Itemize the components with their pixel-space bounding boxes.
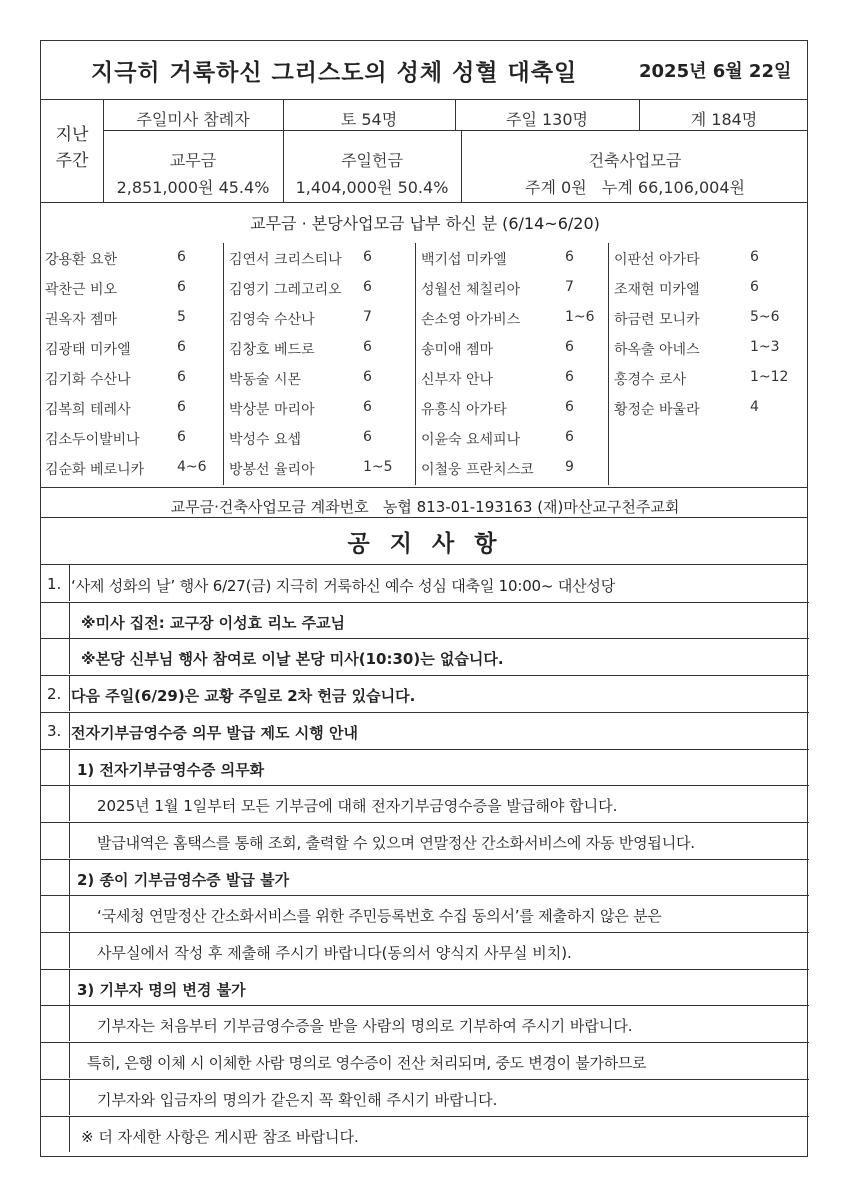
- donor-months: 5~6: [750, 309, 780, 325]
- donor-name: 김순화 베로니카: [45, 462, 145, 478]
- notice-item: [41, 638, 809, 674]
- donors-title: 교무금 · 본당사업모금 납부 하신 분 (6/14~6/20): [250, 214, 600, 233]
- divider: [41, 895, 809, 896]
- sunday-offering-label: 주일헌금: [341, 151, 403, 170]
- divider: [41, 1079, 809, 1080]
- notice-text: 1) 전자기부금영수증 의무화: [77, 760, 265, 779]
- donor-name: 송미애 젬마: [421, 342, 494, 358]
- donor-months: 6: [177, 399, 186, 415]
- notice-item: [41, 675, 809, 711]
- donor-name: 김연서 크리스티나: [229, 252, 342, 268]
- notice-item: [41, 969, 809, 1005]
- donor-months: 6: [565, 399, 574, 415]
- notice-text: 발급내역은 홈택스를 통해 조회, 출력할 수 있으며 연말정산 간소화서비스에 자동 반영됩니다.: [97, 833, 695, 852]
- divider: [69, 895, 70, 931]
- divider: [41, 487, 807, 488]
- divider: [608, 243, 609, 485]
- notice-item: [41, 1005, 809, 1041]
- donor-months: 6: [177, 249, 186, 265]
- notice-text: 전자기부금영수증 의무 발급 제도 시행 안내: [71, 723, 358, 742]
- divider: [41, 1116, 809, 1117]
- attendance-sunday: 주일 130명: [506, 110, 588, 129]
- notice-item: [41, 712, 809, 748]
- divider: [41, 638, 809, 639]
- notice-text: 사무실에서 작성 후 제출해 주시기 바랍니다(동의서 양식지 사무실 비치).: [97, 944, 572, 962]
- divider: [69, 785, 70, 821]
- divider: [103, 130, 807, 131]
- donor-name: 홍경수 로사: [614, 372, 687, 388]
- donor-name: 김기화 수산나: [45, 372, 131, 388]
- notice-text: ‘국세청 연말정산 간소화서비스를 위한 주민등록번호 수집 동의서’를 제출하지 않은 분은: [97, 907, 662, 926]
- notice-text: 특히, 은행 이체 시 이체한 사람 명의로 영수증이 전산 처리되며, 중도 변경이 불가하므로: [87, 1054, 647, 1073]
- divider: [223, 243, 224, 485]
- donor-name: 성월선 체칠리아: [421, 282, 521, 298]
- donor-name: 박동술 시몬: [229, 372, 302, 388]
- donor-months: 6: [177, 339, 186, 355]
- notice-item: [41, 895, 809, 931]
- divider: [69, 1005, 70, 1041]
- divider: [69, 638, 70, 674]
- donor-name: 권옥자 젬마: [45, 312, 118, 328]
- donor-months: 6: [750, 279, 759, 295]
- notice-text: 기부자는 처음부터 기부금영수증을 받을 사람의 명의로 기부하여 주시기 바랍니다.: [97, 1017, 633, 1036]
- notice-text: 3) 기부자 명의 변경 불가: [77, 980, 246, 999]
- donor-name: 김복희 테레사: [45, 402, 131, 418]
- donor-months: 6: [177, 279, 186, 295]
- divider: [41, 969, 809, 970]
- donor-months: 1~6: [565, 309, 595, 325]
- donor-months: 4~6: [177, 459, 207, 475]
- bulletin-frame: [40, 40, 808, 1157]
- divider: [41, 859, 809, 860]
- donor-name: 하금련 모니카: [614, 312, 700, 328]
- donor-months: 6: [565, 249, 574, 265]
- donor-months: 6: [363, 369, 372, 385]
- divider: [69, 1079, 70, 1115]
- diocese-fee-label: 교무금: [169, 151, 217, 170]
- donor-months: 7: [363, 309, 372, 325]
- donor-name: 김소두이발비나: [45, 432, 140, 448]
- donor-name: 김영기 그레고리오: [229, 282, 342, 298]
- donor-name: 조재현 미카엘: [614, 282, 700, 298]
- donor-name: 이철웅 프란치스코: [421, 462, 534, 478]
- title-date: 2025년 6월 22일: [639, 61, 792, 82]
- notice-text: ‘사제 성화의 날’ 행사 6/27(금) 지극히 거룩하신 예수 성심 대축일 10:00~ 대산성당: [71, 577, 616, 595]
- donor-months: 6: [177, 369, 186, 385]
- donor-name: 이윤숙 요세피나: [421, 432, 521, 448]
- donor-months: 6: [363, 249, 372, 265]
- divider: [41, 1005, 809, 1006]
- donor-months: 7: [565, 279, 574, 295]
- divider: [41, 712, 809, 713]
- donor-name: 박상분 마리아: [229, 402, 315, 418]
- notice-item: [41, 1042, 809, 1078]
- donor-months: 6: [363, 399, 372, 415]
- divider: [69, 749, 70, 785]
- attendance-label: 주일미사 참례자: [136, 110, 250, 129]
- notice-item: [41, 1079, 809, 1115]
- divider: [69, 969, 70, 1005]
- last-week-label: 지난 주간: [55, 125, 89, 171]
- notice-heading: 공 지 사 항: [347, 531, 503, 557]
- notice-text: ※ 더 자세한 사항은 게시판 참조 바랍니다.: [81, 1127, 359, 1146]
- divider: [69, 712, 70, 748]
- divider: [41, 749, 809, 750]
- notice-number: 2.: [47, 685, 62, 704]
- divider: [41, 517, 807, 518]
- notice-item: [41, 859, 809, 895]
- notice-text: ※본당 신부님 행사 참여로 이날 본당 미사(10:30)는 없습니다.: [81, 650, 504, 669]
- donor-name: 손소영 아가비스: [421, 312, 521, 328]
- donor-name: 황정순 바울라: [614, 402, 700, 418]
- title-bar: [41, 41, 809, 99]
- donor-months: 6: [363, 429, 372, 445]
- divider: [41, 602, 809, 603]
- divider: [69, 602, 70, 638]
- divider: [41, 675, 809, 676]
- divider: [41, 822, 809, 823]
- donor-name: 김영숙 수산나: [229, 312, 315, 328]
- donor-months: 6: [565, 429, 574, 445]
- donor-months: 6: [363, 339, 372, 355]
- notice-text: 기부자와 입금자의 명의가 같은지 꼭 확인해 주시기 바랍니다.: [97, 1090, 498, 1109]
- donor-name: 이판선 아가타: [614, 252, 700, 268]
- divider: [69, 822, 70, 858]
- donor-months: 1~5: [363, 459, 393, 475]
- attendance-total: 계 184명: [690, 110, 758, 129]
- building-fund-label: 건축사업모금: [588, 151, 682, 170]
- divider: [41, 932, 809, 933]
- divider: [69, 1116, 70, 1152]
- donor-months: 6: [750, 249, 759, 265]
- divider: [41, 99, 807, 100]
- donor-name: 강용환 요한: [45, 252, 118, 268]
- divider: [69, 565, 70, 601]
- notice-number: 3.: [47, 721, 62, 740]
- donor-name: 신부자 안나: [421, 372, 494, 388]
- divider: [41, 785, 809, 786]
- notice-text: 2) 종이 기부금영수증 발급 불가: [77, 870, 290, 889]
- notice-item: [41, 602, 809, 638]
- donor-name: 백기섭 미카엘: [421, 252, 507, 268]
- donor-months: 1~3: [750, 339, 780, 355]
- donor-name: 방봉선 율리아: [229, 462, 315, 478]
- donor-months: 6: [363, 279, 372, 295]
- diocese-fee-value: 2,851,000원 45.4%: [116, 178, 270, 197]
- notice-text: ※미사 집전: 교구장 이성효 리노 주교님: [81, 613, 346, 632]
- donor-months: 5: [177, 309, 186, 325]
- donor-months: 9: [565, 459, 574, 475]
- notice-item: [41, 785, 809, 821]
- notice-item: [41, 822, 809, 858]
- notice-item: [41, 565, 809, 601]
- notice-number: 1.: [47, 575, 62, 593]
- attendance-saturday: 토 54명: [340, 110, 398, 129]
- notice-text: 2025년 1월 1일부터 모든 기부금에 대해 전자기부금영수증을 발급해야 합니다.: [97, 797, 618, 816]
- notice-item: [41, 1116, 809, 1152]
- divider: [41, 1042, 809, 1043]
- donor-name: 박성수 요셉: [229, 432, 302, 448]
- divider: [415, 243, 416, 485]
- donor-name: 곽찬근 비오: [45, 282, 118, 298]
- donor-months: 4: [750, 399, 759, 415]
- divider: [41, 202, 807, 203]
- notice-item: [41, 749, 809, 785]
- divider: [69, 675, 70, 711]
- donor-name: 유흥식 아가타: [421, 402, 507, 418]
- divider: [69, 1042, 70, 1078]
- account-info: 교무금·건축사업모금 계좌번호 농협 813-01-193163 (재)마산교구천주교회: [170, 498, 680, 516]
- donor-months: 6: [565, 369, 574, 385]
- page-title: 지극히 거룩하신 그리스도의 성체 성혈 대축일: [91, 60, 578, 86]
- donor-months: 6: [565, 339, 574, 355]
- sunday-offering-value: 1,404,000원 50.4%: [295, 178, 449, 197]
- donor-name: 하옥출 아네스: [614, 342, 700, 358]
- divider: [69, 932, 70, 968]
- notice-item: [41, 932, 809, 968]
- donor-months: 6: [177, 429, 186, 445]
- donor-months: 1~12: [750, 369, 789, 385]
- donor-name: 김광태 미카엘: [45, 342, 131, 358]
- donor-name: 김창호 베드로: [229, 342, 315, 358]
- building-fund-value: 주계 0원 누계 66,106,004원: [525, 178, 745, 197]
- notice-text: 다음 주일(6/29)은 교황 주일로 2차 헌금 있습니다.: [71, 687, 416, 706]
- divider: [69, 859, 70, 895]
